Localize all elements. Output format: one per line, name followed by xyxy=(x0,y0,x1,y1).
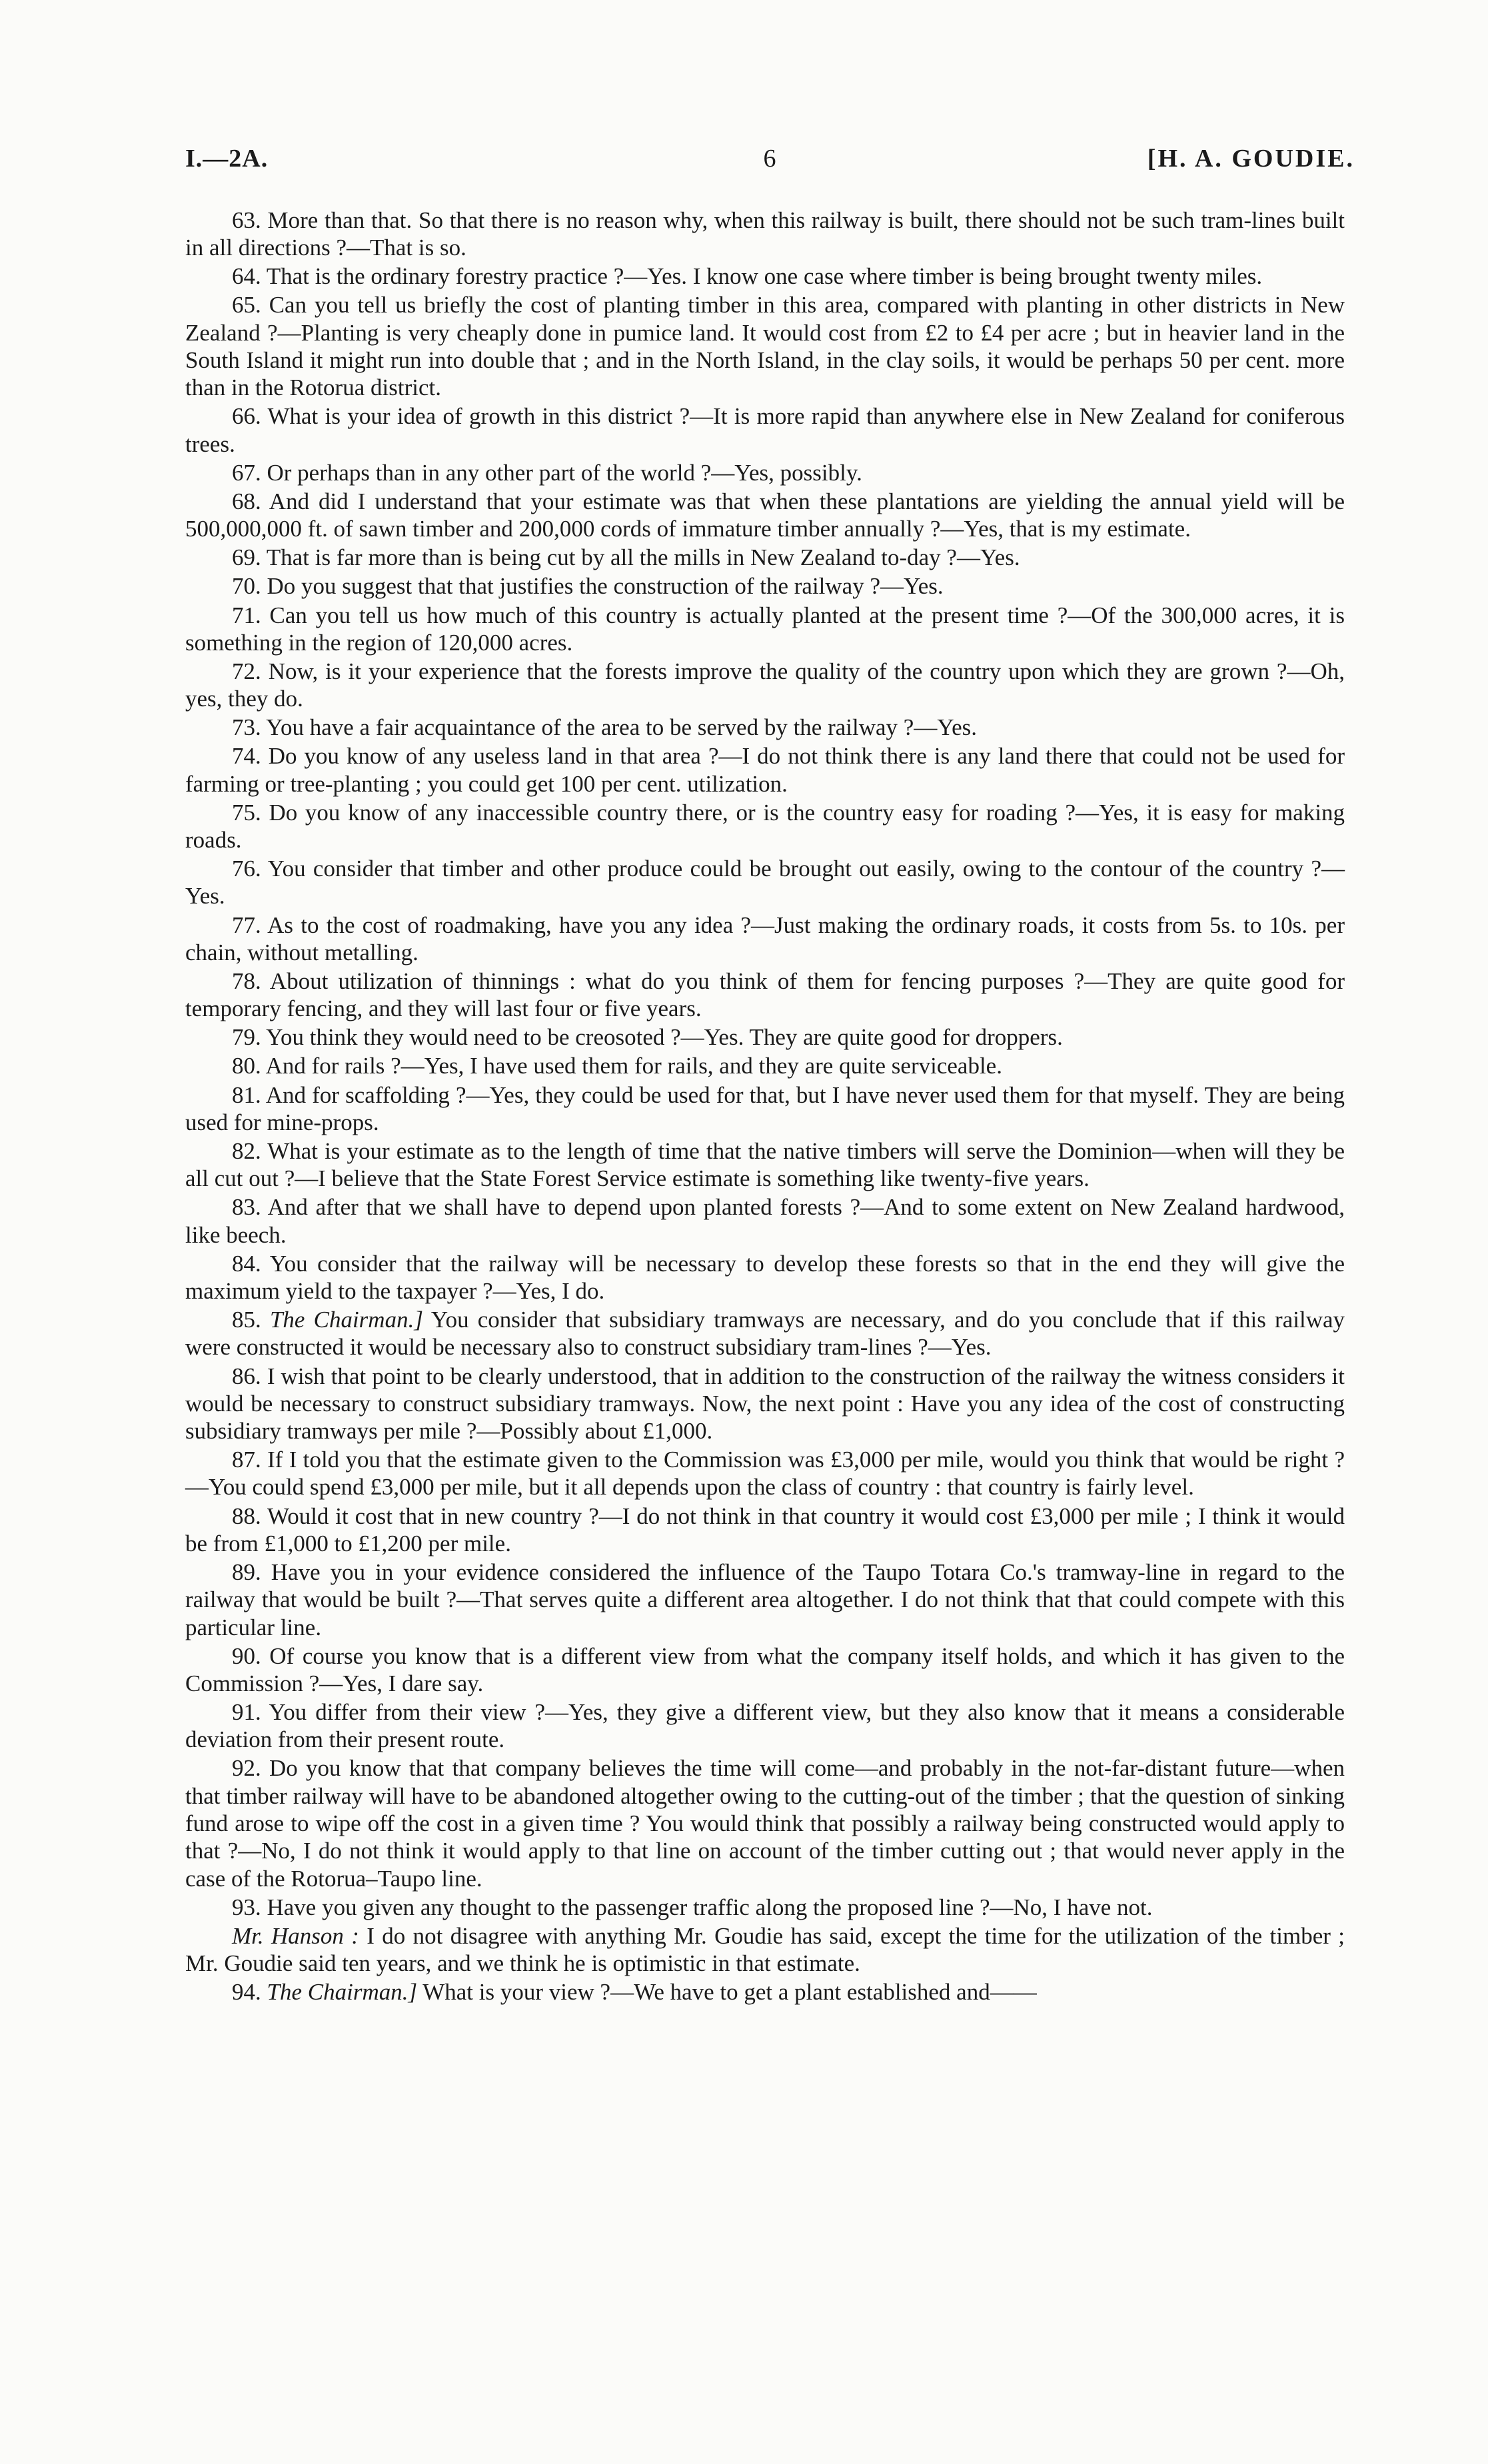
paragraph-82: 82. What is your estimate as to the length of time that the native timbers will serve the Dominion—when will they be all cut out ?—I believe that the State Forest Service estimate is something like twenty-five years. xyxy=(185,1137,1345,1192)
paragraph-89: 89. Have you in your evidence considered the influence of the Taupo Totara Co.'s tramway-line in regard to the railway that would be built ?—That serves quite a different area altogether. I do not think that that could compete with this particular line. xyxy=(185,1558,1345,1640)
page-header xyxy=(185,144,1355,184)
paragraph-94: 94. The Chairman.] What is your view ?—We have to get a plant established and—— xyxy=(232,1979,1037,2006)
paragraph-67: 67. Or perhaps than in any other part of the world ?—Yes, possibly. xyxy=(232,459,862,486)
paragraph-66: 66. What is your idea of growth in this district ?—It is more rapid than anywhere else in New Zealand for coniferous trees. xyxy=(185,403,1345,457)
paragraph-77: 77. As to the cost of roadmaking, have you any idea ?—Just making the ordinary roads, it costs from 5s. to 10s. per chain, without metalling. xyxy=(185,912,1345,965)
paragraph-80: 80. And for rails ?—Yes, I have used them for rails, and they are quite serviceable. xyxy=(232,1053,1002,1079)
speaker-label: The Chairman.] xyxy=(267,1979,418,2006)
paragraph-78: 78. About utilization of thinnings : what do you think of them for fencing purposes ?—They are quite good for temporary fencing, and they will last four or five years. xyxy=(185,967,1345,1022)
paragraph-64: 64. That is the ordinary forestry practice ?—Yes. I know one case where timber is being brought twenty miles. xyxy=(232,263,1263,290)
paragraph-79: 79. You think they would need to be creosoted ?—Yes. They are quite good for droppers. xyxy=(232,1024,1063,1051)
witness-name: [H. A. GOUDIE. xyxy=(1147,145,1355,173)
transcript-body xyxy=(185,207,1345,2007)
paragraph-83: 83. And after that we shall have to depend upon planted forests ?—And to some extent on New Zealand hardwood, like beech. xyxy=(185,1194,1345,1248)
paragraph-84: 84. You consider that the railway will be necessary to develop these forests so that in the end they will give the maximum yield to the taxpayer ?—Yes, I do. xyxy=(185,1250,1345,1305)
paragraph-92: 92. Do you know that that company believes the time will come—and probably in the not-far-distant future—when that timber railway will have to be abandoned altogether owing to the cutting-out of the timber ; that the question of sinking fund arose to wipe off the cost in a given time ? You would think that possibly a railway being constructed would apply to that ?—No, I do not think it would apply to that line on account of the timber cutting out ; that would never apply in the case of the Rotorua–Taupo line. xyxy=(185,1755,1345,1892)
speaker-label: Mr. Hanson : xyxy=(232,1922,359,1949)
paragraph-hanson: Mr. Hanson : I do not disagree with anything Mr. Goudie has said, except the time for the utilization of the timber ; Mr. Goudie said ten years, and we think he is optimistic in that estimate. xyxy=(185,1922,1345,1977)
paragraph-90: 90. Of course you know that is a different view from what the company itself holds, and which it has given to the Commission ?—Yes, I dare say. xyxy=(185,1642,1345,1696)
paragraph-74: 74. Do you know of any useless land in that area ?—I do not think there is any land there that could not be used for farming or tree-planting ; you could get 100 per cent. utilization. xyxy=(185,743,1345,797)
document-reference: I.—2A. xyxy=(185,145,269,173)
paragraph-88: 88. Would it cost that in new country ?—I do not think in that country it would cost £3,000 per mile ; I think it would be from £1,000 to £1,200 per mile. xyxy=(185,1503,1345,1556)
paragraph-72: 72. Now, is it your experience that the forests improve the quality of the country upon which they are grown ?—Oh, yes, they do. xyxy=(185,658,1345,712)
paragraph-69: 69. That is far more than is being cut by all the mills in New Zealand to-day ?—Yes. xyxy=(232,544,1020,571)
paragraph-71: 71. Can you tell us how much of this country is actually planted at the present time ?—Of the 300,000 acres, it is something in the region of 120,000 acres. xyxy=(185,602,1345,656)
paragraph-70: 70. Do you suggest that that justifies the construction of the railway ?—Yes. xyxy=(232,573,944,600)
paragraph-93: 93. Have you given any thought to the passenger traffic along the proposed line ?—No, I have not. xyxy=(232,1894,1153,1920)
paragraph-86: 86. I wish that point to be clearly understood, that in addition to the construction of the railway the witness considers it would be necessary to construct subsidiary tramways. Now, the next point : Have you any idea of the cost of constructing subsidiary tramways per mile ?—Possibly about £1,000. xyxy=(185,1363,1345,1445)
paragraph-81: 81. And for scaffolding ?—Yes, they could be used for that, but I have never used them for that myself. They are being used for mine-props. xyxy=(185,1081,1345,1135)
paragraph-76: 76. You consider that timber and other produce could be brought out easily, owing to the contour of the country ?—Yes. xyxy=(185,856,1345,910)
paragraph-85: 85. The Chairman.] You consider that subsidiary tramways are necessary, and do you conclude that if this railway were constructed it would be necessary also to construct subsidiary tram-lines ?—Yes. xyxy=(185,1307,1345,1361)
paragraph-65: 65. Can you tell us briefly the cost of planting timber in this area, compared with planting in other districts in New Zealand ?—Planting is very cheaply done in pumice land. It would cost from £2 to £4 per acre ; but in heavier land in the South Island it might run into double that ; and in the North Island, in the clay soils, it would be perhaps 50 per cent. more than in the Rotorua district. xyxy=(185,292,1345,401)
paragraph-68: 68. And did I understand that your estimate was that when these plantations are yielding the annual yield will be 500,000,000 ft. of sawn timber and 200,000 cords of immature timber annually ?—Yes, that is my estimate. xyxy=(185,488,1345,542)
speaker-label: The Chairman.] xyxy=(269,1307,423,1333)
paragraph-63: 63. More than that. So that there is no reason why, when this railway is built, there should not be such tram-lines built in all directions ?—That is so. xyxy=(185,207,1345,261)
paragraph-87: 87. If I told you that the estimate given to the Commission was £3,000 per mile, would you think that would be right ?—You could spend £3,000 per mile, but it all depends upon the class of country : that country is fairly level. xyxy=(185,1447,1345,1501)
paragraph-91: 91. You differ from their view ?—Yes, they give a different view, but they also know that it means a considerable deviation from their present route. xyxy=(185,1699,1345,1753)
paragraph-73: 73. You have a fair acquaintance of the area to be served by the railway ?—Yes. xyxy=(232,714,978,741)
paragraph-75: 75. Do you know of any inaccessible country there, or is the country easy for roading ?—Yes, it is easy for making roads. xyxy=(185,799,1345,854)
page-number: 6 xyxy=(763,145,777,173)
